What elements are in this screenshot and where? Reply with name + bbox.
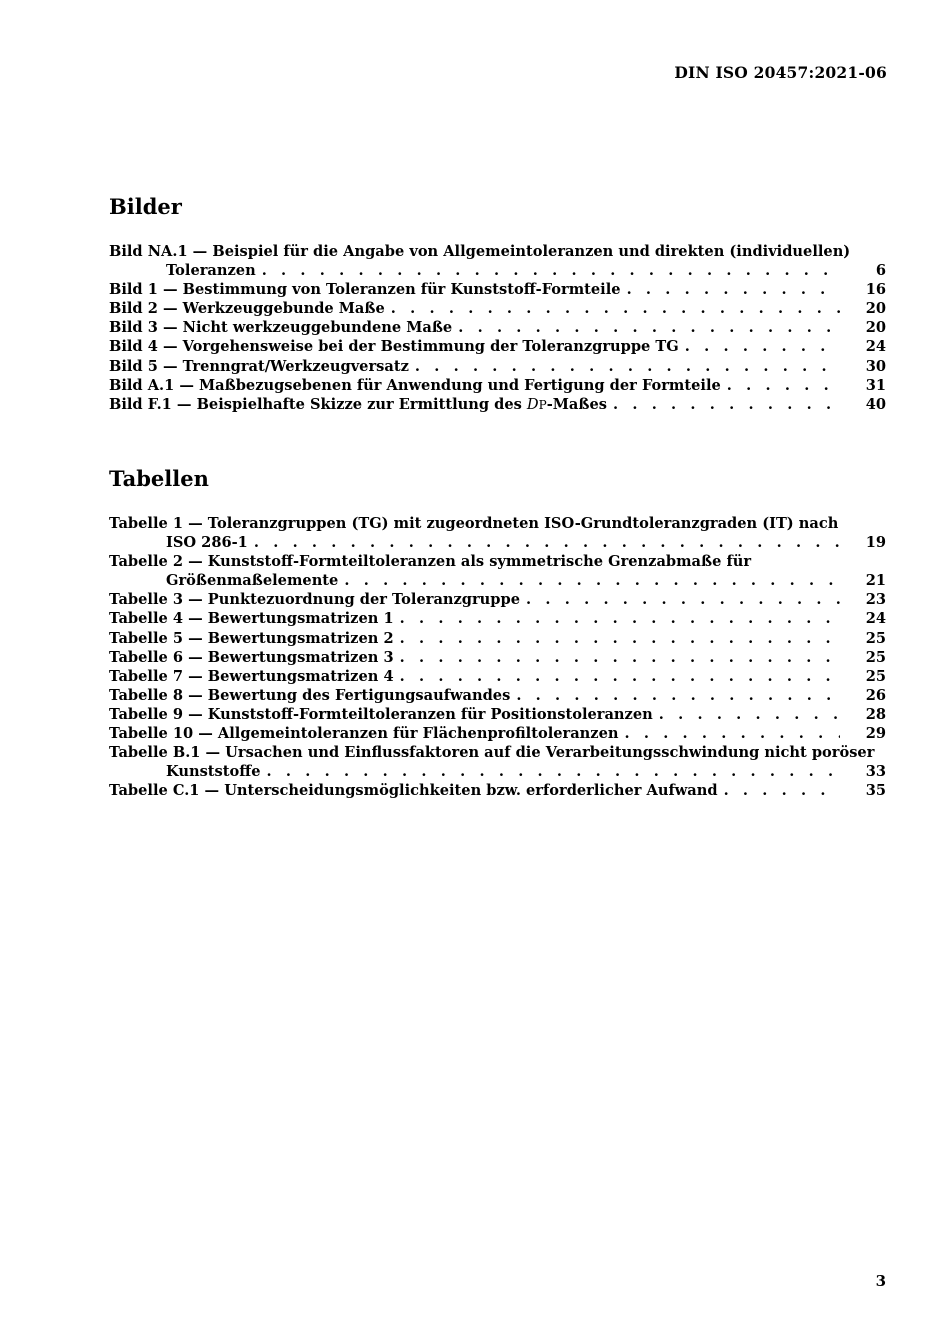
toc-entry-tabelle-1[interactable] (109, 514, 886, 552)
dot-leader (613, 395, 840, 414)
toc-entry-title: Bild NA.1 — Beispiel für die Angabe von Allgemeintoleranzen und direkten (individuellen) (109, 243, 851, 260)
toc-entry-title: Tabelle 10 — Allgemeintoleranzen für Flächenprofiltoleranzen (109, 725, 619, 743)
toc-page-number: 20 (865, 319, 886, 337)
dot-leader (727, 376, 840, 395)
dot-leader (400, 648, 840, 667)
toc-page-number: 25 (865, 667, 886, 685)
dot-leader (685, 337, 840, 356)
toc-page-number: 20 (865, 300, 886, 318)
toc-page-number: 21 (865, 572, 886, 590)
toc-entry-tabelle-4[interactable] (109, 609, 886, 628)
dot-leader (516, 686, 840, 705)
dp-subscript: P (538, 397, 547, 412)
toc-entry-title: Tabelle C.1 — Unterscheidungsmöglichkeiten bzw. erforderlicher Aufwand (109, 782, 718, 800)
toc-page-number: 25 (865, 648, 886, 666)
toc-entry-title: Tabelle 2 — Kunststoff-Formteiltoleranzen als symmetrische Grenzabmaße für (109, 553, 752, 571)
toc-entry-title: Bild 4 — Vorgehensweise bei der Bestimmung der Toleranzgruppe TG (109, 338, 679, 356)
bilder-section (109, 193, 886, 414)
toc-page-number: 33 (865, 763, 886, 781)
dp-symbol: D (526, 395, 539, 413)
document-id: DIN ISO 20457:2021-06 (674, 63, 887, 82)
toc-entry-title-cont: Toleranzen (166, 262, 256, 280)
toc-page-number: 19 (865, 534, 886, 552)
toc-entry-tabelle-8[interactable] (109, 686, 886, 705)
toc-entry-title: Bild A.1 — Maßbezugsebenen für Anwendung und Fertigung der Formteile (109, 376, 721, 394)
toc-entry-title: Tabelle 5 — Bewertungsmatrizen 2 (109, 629, 394, 647)
toc-entry-title: Tabelle 3 — Punktezuordnung der Toleranzgruppe (109, 591, 520, 609)
toc-page-number: 40 (865, 395, 886, 413)
toc-entry-bild-1[interactable] (109, 280, 886, 299)
toc-entry-title: Tabelle 4 — Bewertungsmatrizen 1 (109, 610, 394, 628)
toc-entry-tabelle-7[interactable] (109, 667, 886, 686)
toc-page-number: 6 (875, 262, 886, 280)
toc-entry-bild-5[interactable] (109, 357, 886, 376)
toc-entry-bild-4[interactable] (109, 337, 886, 356)
toc-page-number: 26 (865, 686, 886, 704)
toc-entry-tabelle-10[interactable] (109, 724, 886, 743)
dot-leader (624, 724, 840, 743)
toc-entry-title: Bild F.1 — Beispielhafte Skizze zur Ermittlung des DP-Maßes (109, 395, 607, 413)
dot-leader (344, 571, 840, 590)
toc-entry-title: Tabelle 8 — Bewertung des Fertigungsaufwandes (109, 686, 511, 704)
dot-leader (400, 629, 840, 648)
toc-entry-tabelle-6[interactable] (109, 648, 886, 667)
toc-page-number: 24 (865, 338, 886, 356)
toc-page-number: 25 (865, 629, 886, 647)
dot-leader (254, 533, 840, 552)
toc-entry-title: Tabelle 7 — Bewertungsmatrizen 4 (109, 667, 394, 685)
toc-entry-tabelle-9[interactable] (109, 705, 886, 724)
toc-entry-title-cont: ISO 286-1 (166, 534, 248, 552)
toc-entry-title: Bild 1 — Bestimmung von Toleranzen für Kunststoff-Formteile (109, 281, 621, 299)
toc-entry-bild-na1[interactable] (109, 242, 886, 280)
dot-leader (659, 705, 840, 724)
toc-page-number: 28 (865, 705, 886, 723)
toc-entry-bild-2[interactable] (109, 299, 886, 318)
dot-leader (627, 280, 840, 299)
toc-entry-title-cont: Kunststoffe (166, 763, 261, 781)
toc-entry-tabelle-5[interactable] (109, 629, 886, 648)
dot-leader (400, 609, 840, 628)
dot-leader (458, 318, 840, 337)
toc-page-number: 23 (865, 591, 886, 609)
dot-leader (391, 299, 840, 318)
toc-page-number: 16 (865, 281, 886, 299)
toc-entry-title: Bild 2 — Werkzeuggebunde Maße (109, 300, 385, 318)
toc-entry-tabelle-c1[interactable] (109, 781, 886, 800)
toc-entry-bild-3[interactable] (109, 318, 886, 337)
dot-leader (400, 667, 840, 686)
toc-entry-bild-a1[interactable] (109, 376, 886, 395)
dot-leader (724, 781, 840, 800)
toc-page-number: 31 (865, 376, 886, 394)
toc-entry-title: Tabelle 1 — Toleranzgruppen (TG) mit zugeordneten ISO-Grundtoleranzgraden (IT) nach (109, 515, 839, 532)
toc-entry-tabelle-b1[interactable] (109, 743, 886, 781)
tabellen-section (109, 465, 886, 800)
toc-entry-title-cont: Größenmaßelemente (166, 572, 339, 590)
toc-page-number: 35 (865, 782, 886, 800)
toc-entry-bild-f1[interactable] (109, 395, 886, 414)
bilder-list (109, 242, 886, 414)
toc-entry-title: Tabelle 6 — Bewertungsmatrizen 3 (109, 648, 394, 666)
page-number: 3 (875, 1272, 886, 1290)
tabellen-heading: Tabellen (109, 466, 209, 491)
toc-entry-title: Tabelle 9 — Kunststoff-Formteiltoleranzen für Positionstoleranzen (109, 705, 653, 723)
toc-page-number: 24 (865, 610, 886, 628)
toc-page-number: 30 (865, 357, 886, 375)
toc-entry-tabelle-2[interactable] (109, 552, 886, 590)
toc-entry-tabelle-3[interactable] (109, 590, 886, 609)
toc-entry-title: Bild 3 — Nicht werkzeuggebundene Maße (109, 319, 453, 337)
toc-entry-title: Tabelle B.1 — Ursachen und Einflussfaktoren auf die Verarbeitungsschwindung nicht poröser (109, 744, 875, 762)
dot-leader (267, 762, 841, 781)
dot-leader (415, 357, 840, 376)
dot-leader (262, 261, 840, 280)
toc-entry-title: Bild 5 — Trenngrat/Werkzeugversatz (109, 357, 409, 375)
dot-leader (526, 590, 840, 609)
bilder-heading: Bilder (109, 194, 182, 219)
toc-page-number: 29 (865, 725, 886, 743)
tabellen-list (109, 514, 886, 800)
